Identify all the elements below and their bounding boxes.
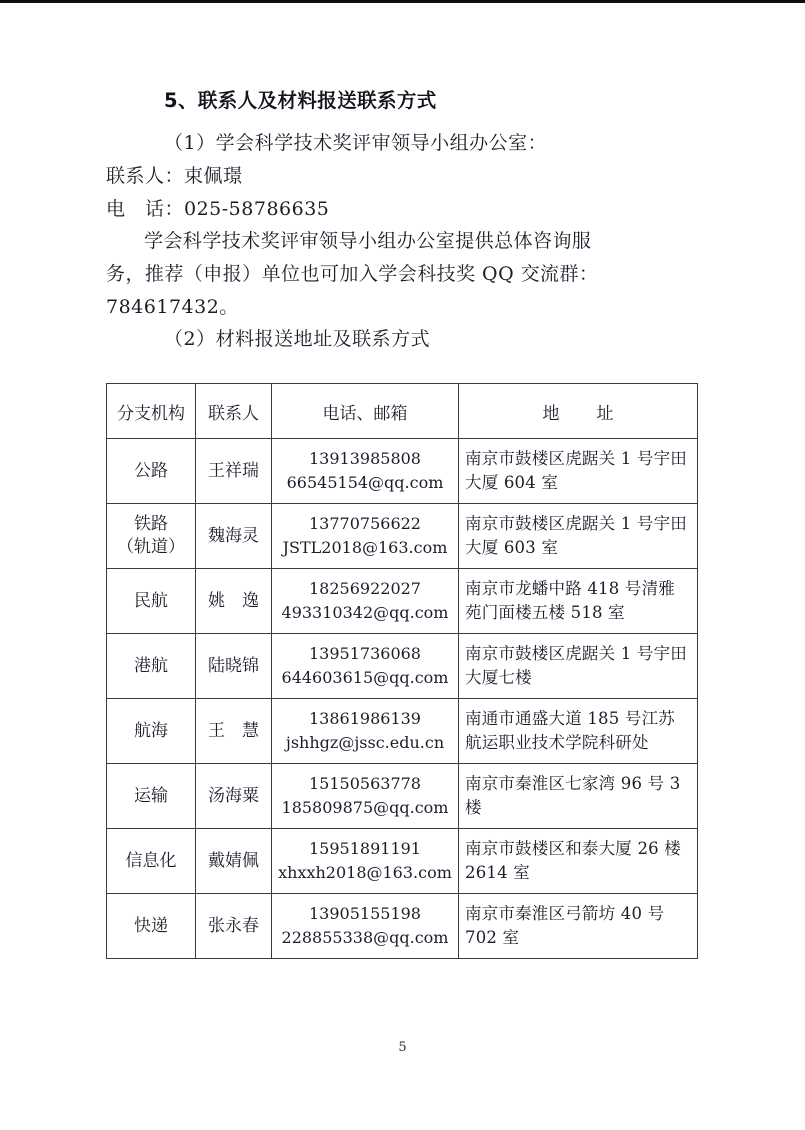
cell-email: JSTL2018@163.com	[282, 538, 448, 557]
cell-person: 姚 逸	[196, 569, 272, 634]
cell-contact	[272, 829, 459, 894]
cell-address: 南京市鼓楼区虎踞关 1 号宇田大厦 604 室	[459, 439, 698, 504]
cell-phone: 13913985808	[309, 449, 421, 469]
cell-branch-line1: 铁路	[134, 514, 168, 535]
cell-address: 南京市秦淮区七家湾 96 号 3 楼	[459, 764, 698, 829]
cell-address: 南通市通盛大道 185 号江苏航运职业技术学院科研处	[459, 699, 698, 764]
qq-group-number-line: 784617432。	[106, 295, 239, 318]
table-row	[107, 569, 698, 634]
cell-branch: 快递	[107, 894, 196, 959]
cell-email: 185809875@qq.com	[281, 798, 449, 817]
cell-contact	[272, 894, 459, 959]
table-row	[107, 439, 698, 504]
table-row	[107, 634, 698, 699]
cell-email: 228855338@qq.com	[281, 928, 449, 947]
cell-phone: 18256922027	[309, 579, 421, 599]
office-description-text-1: 学会科学技术奖评审领导小组办公室提供总体咨询服	[144, 230, 592, 253]
cell-address: 南京市鼓楼区虎踞关 1 号宇田大厦七楼	[459, 634, 698, 699]
cell-branch: 公路	[107, 439, 196, 504]
cell-contact	[272, 504, 459, 569]
column-header-contact: 电话、邮箱	[272, 384, 459, 439]
cell-contact	[272, 764, 459, 829]
page-number: 5	[398, 1040, 407, 1055]
cell-person: 汤海粟	[196, 764, 272, 829]
cell-address: 南京市秦淮区弓箭坊 40 号 702 室	[459, 894, 698, 959]
cell-person: 魏海灵	[196, 504, 272, 569]
cell-person: 张永春	[196, 894, 272, 959]
cell-contact	[272, 569, 459, 634]
cell-person: 戴婧佩	[196, 829, 272, 894]
cell-contact	[272, 634, 459, 699]
table-row	[107, 699, 698, 764]
column-header-branch: 分支机构	[107, 384, 196, 439]
cell-phone: 13770756622	[309, 514, 421, 534]
cell-branch: 航海	[107, 699, 196, 764]
subsection-2-label: （2）材料报送地址及联系方式	[164, 328, 431, 351]
cell-email: 644603615@qq.com	[281, 668, 449, 687]
column-header-address-text: 地 址	[542, 403, 624, 424]
document-body	[106, 86, 698, 356]
contact-person-line: 联系人：束佩璟	[106, 164, 243, 187]
cell-phone: 15150563778	[309, 774, 421, 794]
cell-branch-line2: （轨道）	[117, 537, 185, 557]
contact-phone-line: 电 话：025-58786635	[106, 197, 330, 220]
table-row	[107, 504, 698, 569]
cell-email: jshhgz@jssc.edu.cn	[285, 733, 445, 752]
cell-address: 南京市鼓楼区虎踞关 1 号宇田大厦 603 室	[459, 504, 698, 569]
table-header-row	[107, 384, 698, 439]
column-header-person: 联系人	[196, 384, 272, 439]
cell-branch: 信息化	[107, 829, 196, 894]
cell-phone: 15951891191	[309, 839, 421, 859]
office-description-line-1	[106, 225, 698, 258]
cell-address: 南京市龙蟠中路 418 号清雅苑门面楼五楼 518 室	[459, 569, 698, 634]
cell-branch: 运输	[107, 764, 196, 829]
cell-email: 66545154@qq.com	[286, 473, 444, 492]
table-row	[107, 894, 698, 959]
cell-person: 陆晓锦	[196, 634, 272, 699]
cell-contact	[272, 439, 459, 504]
subsection-1-label: （1）学会科学技术奖评审领导小组办公室：	[164, 132, 548, 155]
cell-branch: 港航	[107, 634, 196, 699]
cell-phone: 13905155198	[309, 904, 421, 924]
cell-contact	[272, 699, 459, 764]
contact-table-container	[106, 383, 697, 959]
column-header-address	[459, 384, 698, 439]
office-description-line-2: 务，推荐（申报）单位也可加入学会科技奖 QQ 交流群：	[106, 262, 599, 285]
table-row	[107, 764, 698, 829]
cell-email: xhxxh2018@163.com	[278, 863, 452, 882]
cell-address: 南京市鼓楼区和泰大厦 26 楼 2614 室	[459, 829, 698, 894]
cell-person: 王 慧	[196, 699, 272, 764]
cell-phone: 13951736068	[309, 644, 421, 664]
table-row	[107, 829, 698, 894]
cell-branch	[107, 504, 196, 569]
page-title: 5、联系人及材料报送联系方式	[164, 89, 437, 112]
cell-phone: 13861986139	[309, 709, 421, 729]
cell-person: 王祥瑞	[196, 439, 272, 504]
cell-email: 493310342@qq.com	[281, 603, 449, 622]
contact-table	[106, 383, 698, 959]
cell-branch: 民航	[107, 569, 196, 634]
